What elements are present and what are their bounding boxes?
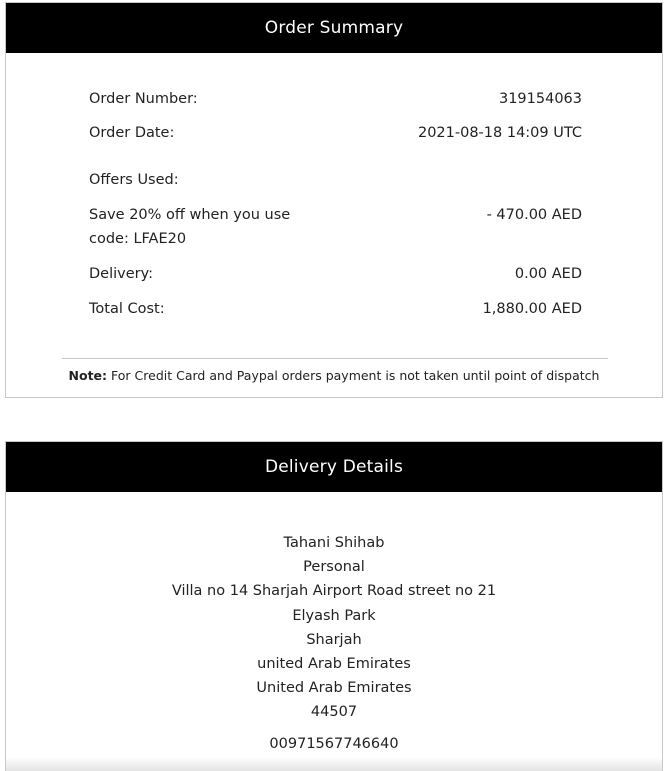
address-type: Personal [303,559,365,576]
total-cost-value: 1,880.00 AED [482,301,582,317]
delivery-cost-label: Delivery: [89,266,154,282]
total-cost-label: Total Cost: [89,301,165,317]
delivery-address [6,531,662,756]
recipient-name: Tahani Shihab [283,535,385,551]
note-label: Note: [68,368,108,383]
address-city: Sharjah [306,631,362,648]
offer-description: Save 20% off when you use code: LFAE20 [89,207,291,247]
delivery-details-header: Delivery Details [6,442,662,492]
summary-divider [62,358,608,359]
order-date-value: 2021-08-18 14:09 UTC [417,125,582,141]
note-text: For Credit Card and Paypal orders payment is not taken until point of dispatch [111,368,600,383]
order-date-label: Order Date: [89,125,175,141]
address-postcode: 44507 [310,704,358,721]
order-summary-header: Order Summary [6,3,662,53]
offer-amount: - 470.00 AED [486,207,582,223]
recipient-phone: 00971567746640 [269,735,399,752]
delivery-cost-value: 0.00 AED [514,266,582,282]
bottom-fade [6,757,662,771]
order-number-value: 319154063 [498,91,582,107]
order-summary-panel [5,2,663,398]
delivery-details-panel [5,441,663,771]
address-area: Elyash Park [292,607,376,624]
address-country: United Arab Emirates [256,680,412,697]
payment-note [6,366,662,386]
address-street: Villa no 14 Sharjah Airport Road street no 21 [171,583,497,600]
address-region: united Arab Emirates [257,656,411,673]
offers-used-label: Offers Used: [89,172,179,188]
order-summary-body [6,53,662,397]
order-number-label: Order Number: [89,91,198,107]
